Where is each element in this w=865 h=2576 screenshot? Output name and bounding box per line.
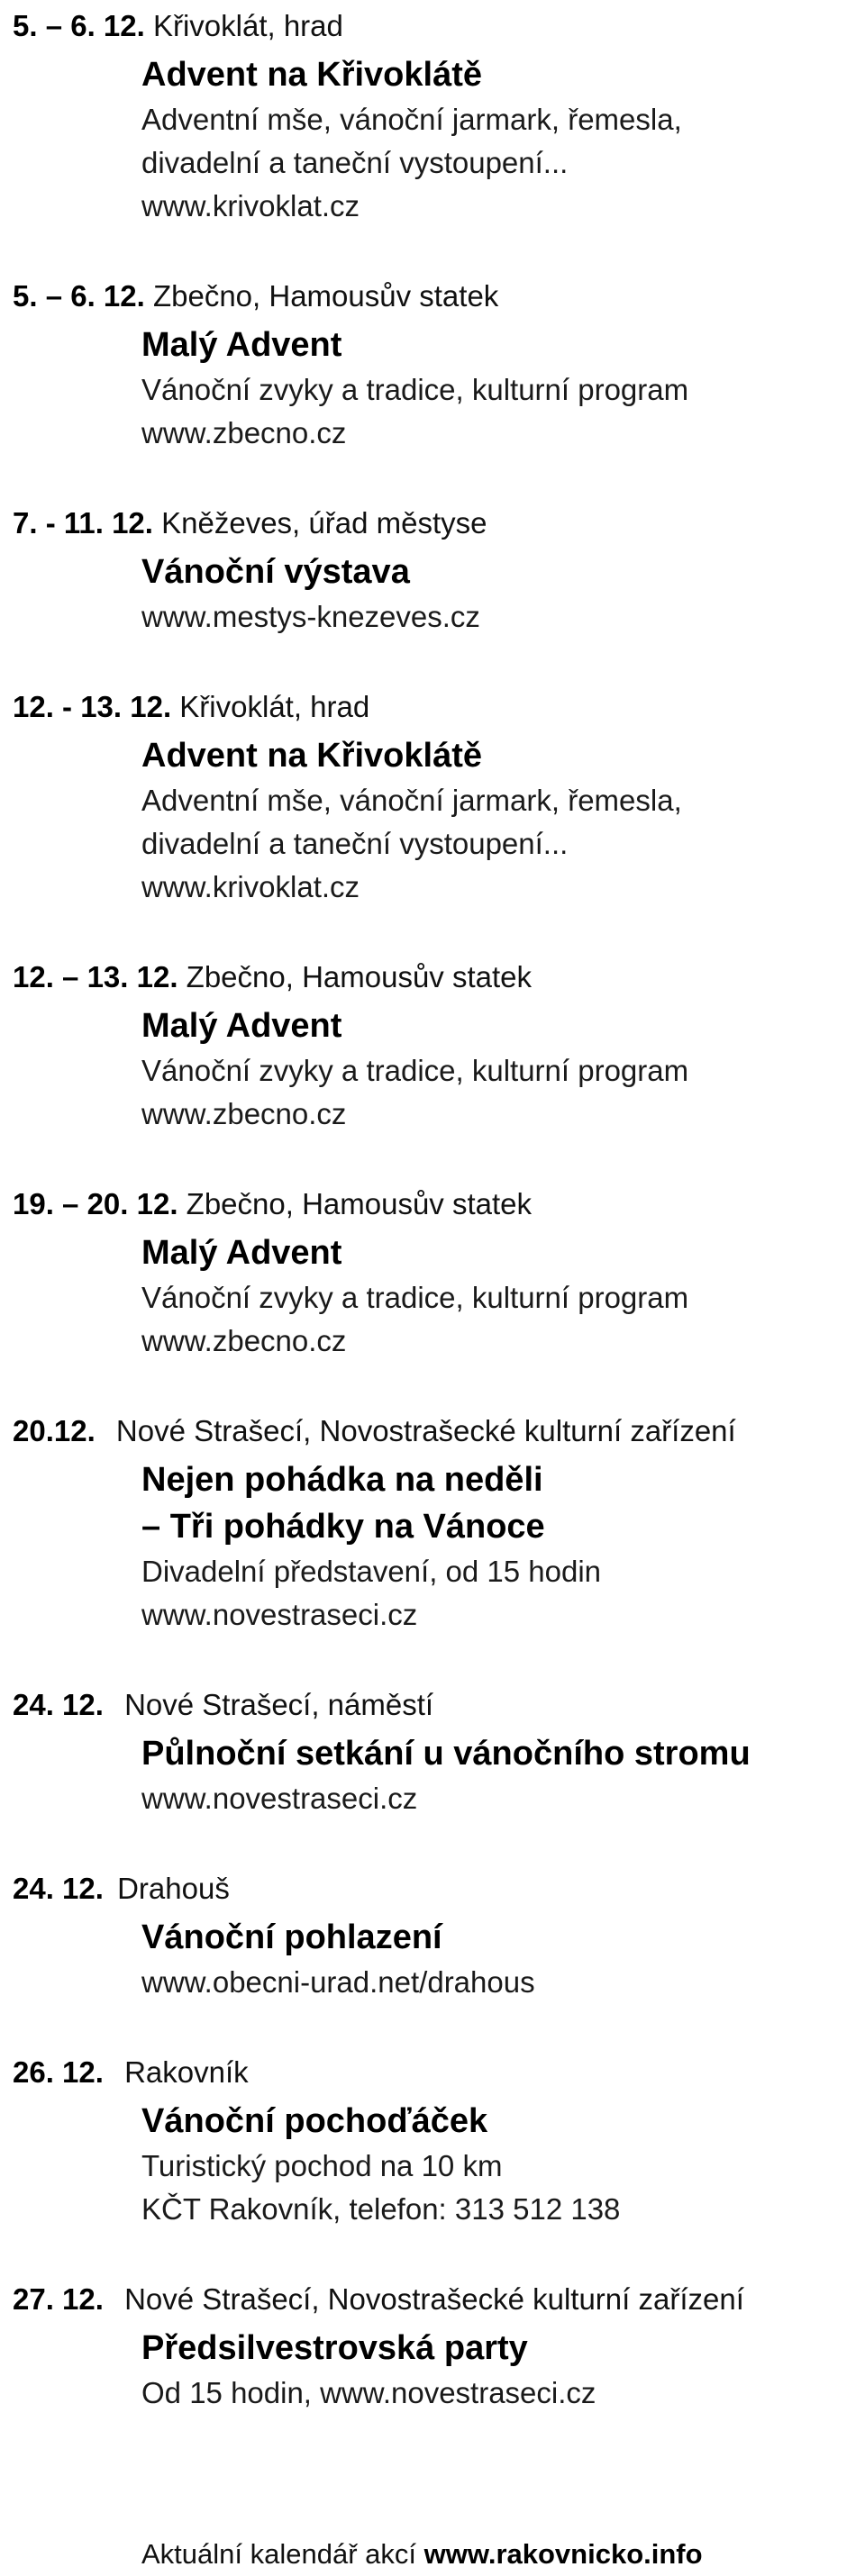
event-date: 5. – 6. 12. bbox=[13, 9, 145, 42]
event-place: Zbečno, Hamousův statek bbox=[186, 1187, 533, 1220]
event-date: 20.12. bbox=[13, 1414, 96, 1447]
event-date: 24. 12. bbox=[13, 1688, 104, 1721]
event-website[interactable]: www.mestys-knezeves.cz bbox=[141, 600, 480, 633]
event-title: Nejen pohádka na neděli bbox=[141, 1461, 543, 1499]
event-description: Adventní mše, vánoční jarmark, řemesla, bbox=[141, 103, 682, 136]
event-header bbox=[13, 1873, 230, 1903]
event-description: Adventní mše, vánoční jarmark, řemesla, bbox=[141, 784, 682, 817]
event-header bbox=[13, 508, 487, 538]
event-header bbox=[13, 2057, 249, 2087]
event-header bbox=[13, 962, 532, 992]
event-date: 12. – 13. 12. bbox=[13, 960, 178, 993]
event-website[interactable]: www.novestraseci.cz bbox=[141, 1598, 418, 1631]
footer-link[interactable]: www.rakovnicko.info bbox=[423, 2538, 703, 2570]
event-contact: KČT Rakovník, telefon: 313 512 138 bbox=[141, 2192, 621, 2226]
event-date: 12. - 13. 12. bbox=[13, 690, 172, 723]
event-description: Od 15 hodin, www.novestraseci.cz bbox=[141, 2376, 596, 2409]
event-website[interactable]: www.zbecno.cz bbox=[141, 1324, 347, 1357]
event-place: Křivoklát, hrad bbox=[179, 690, 370, 723]
event-website[interactable]: www.novestraseci.cz bbox=[141, 1782, 418, 1815]
event-title: Vánoční pohlazení bbox=[141, 1918, 442, 1956]
event-header bbox=[13, 281, 498, 311]
event-date: 26. 12. bbox=[13, 2055, 104, 2089]
event-place: Drahouš bbox=[117, 1872, 230, 1905]
event-place: Zbečno, Hamousův statek bbox=[152, 279, 499, 313]
footer-note bbox=[141, 2540, 703, 2568]
event-place: Nové Strašecí, náměstí bbox=[124, 1688, 434, 1721]
event-title: Vánoční pochoďáček bbox=[141, 2102, 488, 2140]
event-header bbox=[13, 11, 343, 41]
event-header bbox=[13, 2284, 744, 2314]
event-description: Turistický pochod na 10 km bbox=[141, 2149, 503, 2182]
event-title: Malý Advent bbox=[141, 1007, 342, 1045]
event-date: 19. – 20. 12. bbox=[13, 1187, 178, 1220]
event-description: divadelní a taneční vystoupení... bbox=[141, 146, 569, 179]
event-website[interactable]: www.zbecno.cz bbox=[141, 1097, 347, 1130]
event-website[interactable]: www.krivoklat.cz bbox=[141, 870, 360, 903]
event-place: Nové Strašecí, Novostrašecké kulturní zařízení bbox=[115, 1414, 736, 1447]
event-website[interactable]: www.obecni-urad.net/drahous bbox=[141, 1965, 535, 1999]
event-description: divadelní a taneční vystoupení... bbox=[141, 827, 569, 860]
event-website[interactable]: www.krivoklat.cz bbox=[141, 189, 360, 222]
event-date: 24. 12. bbox=[13, 1872, 104, 1905]
event-title: Půlnoční setkání u vánočního stromu bbox=[141, 1735, 751, 1773]
event-header bbox=[13, 1416, 736, 1446]
event-description: Divadelní představení, od 15 hodin bbox=[141, 1555, 602, 1588]
event-description: Vánoční zvyky a tradice, kulturní program bbox=[141, 1281, 689, 1314]
event-description: Vánoční zvyky a tradice, kulturní program bbox=[141, 373, 689, 406]
event-place: Křivoklát, hrad bbox=[152, 9, 343, 42]
event-place: Nové Strašecí, Novostrašecké kulturní zařízení bbox=[124, 2282, 744, 2316]
event-website[interactable]: www.zbecno.cz bbox=[141, 416, 347, 449]
event-title: Vánoční výstava bbox=[141, 553, 410, 591]
event-title: Advent na Křivoklátě bbox=[141, 56, 482, 94]
event-title-continued: – Tři pohádky na Vánoce bbox=[141, 1508, 545, 1546]
event-place: Zbečno, Hamousův statek bbox=[186, 960, 533, 993]
event-title: Malý Advent bbox=[141, 1234, 342, 1272]
footer-text: Aktuální kalendář akcí bbox=[141, 2538, 417, 2570]
event-title: Advent na Křivoklátě bbox=[141, 737, 482, 775]
event-description: Vánoční zvyky a tradice, kulturní program bbox=[141, 1054, 689, 1087]
event-date: 5. – 6. 12. bbox=[13, 279, 145, 313]
event-place: Kněževes, úřad městyse bbox=[161, 506, 487, 540]
event-place: Rakovník bbox=[124, 2055, 249, 2089]
event-title: Malý Advent bbox=[141, 326, 342, 364]
event-date: 7. - 11. 12. bbox=[13, 506, 153, 540]
event-header bbox=[13, 1189, 532, 1219]
event-date: 27. 12. bbox=[13, 2282, 104, 2316]
event-header bbox=[13, 1690, 433, 1719]
event-title: Předsilvestrovská party bbox=[141, 2329, 528, 2367]
event-header bbox=[13, 692, 369, 721]
